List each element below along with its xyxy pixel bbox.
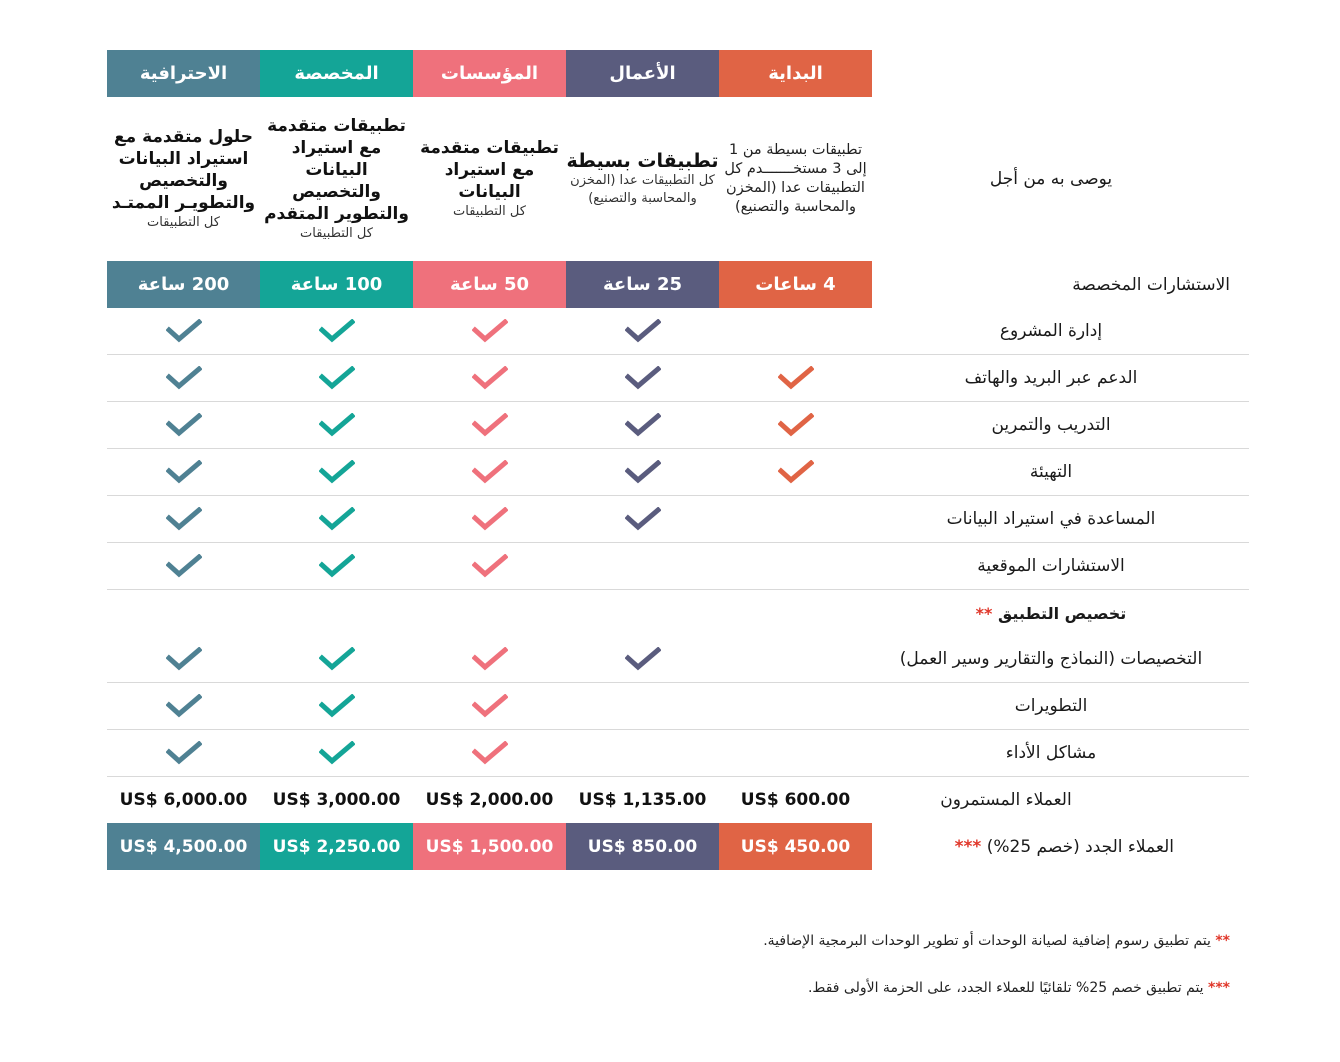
feature-label: الاستشارات الموقعية bbox=[872, 543, 1249, 590]
check-cell bbox=[413, 730, 566, 777]
returning-price-custom: US$ 3,000.00 bbox=[272, 790, 401, 810]
feature-label: المساعدة في استيراد البيانات bbox=[872, 496, 1249, 543]
check-icon bbox=[472, 554, 508, 578]
plan-header-enterprise: المؤسسات bbox=[413, 50, 566, 97]
check-icon bbox=[625, 319, 661, 343]
check-icon bbox=[625, 647, 661, 671]
feature-label: التهيئة bbox=[872, 449, 1249, 496]
check-icon bbox=[625, 366, 661, 390]
footnote-discount-text: يتم تطبيق خصم 25% تلقائيًا للعملاء الجدد، على الحزمة الأولى فقط. bbox=[807, 980, 1204, 996]
new-price-custom: US$ 2,250.00 bbox=[260, 823, 413, 870]
hours-starter: 4 ساعات bbox=[719, 261, 872, 308]
customization-section-cell bbox=[872, 590, 1249, 637]
check-cell bbox=[413, 449, 566, 496]
check-cell bbox=[260, 496, 413, 543]
feature-row bbox=[107, 449, 1249, 496]
recommended-label: يوصى به من أجل bbox=[989, 169, 1113, 189]
customization-row bbox=[107, 636, 1249, 683]
recommended-business-sub: كل التطبيقات عدا (المخزن والمحاسبة والتصنيع) bbox=[570, 173, 715, 206]
plan-header-pro: الاحترافية bbox=[107, 50, 260, 97]
recommended-pro-sub: كل التطبيقات bbox=[147, 215, 220, 230]
check-icon bbox=[472, 507, 508, 531]
check-icon bbox=[166, 694, 202, 718]
check-cell bbox=[260, 730, 413, 777]
check-cell bbox=[107, 683, 260, 730]
feature-label: التخصيصات (النماذج والتقارير وسير العمل) bbox=[872, 636, 1249, 683]
footnote-fees-text: يتم تطبيق رسوم إضافية لصيانة الوحدات أو تطوير الوحدات البرمجية الإضافية. bbox=[763, 933, 1211, 949]
recommended-pro bbox=[107, 97, 260, 261]
check-icon bbox=[472, 741, 508, 765]
check-cell bbox=[107, 636, 260, 683]
check-cell bbox=[719, 355, 872, 402]
feature-label: التدريب والتمرين bbox=[872, 402, 1249, 449]
feature-row bbox=[107, 402, 1249, 449]
check-cell bbox=[107, 449, 260, 496]
new-price-enterprise: US$ 1,500.00 bbox=[413, 823, 566, 870]
check-icon bbox=[166, 366, 202, 390]
check-icon bbox=[166, 741, 202, 765]
check-cell bbox=[413, 496, 566, 543]
recommended-row bbox=[107, 97, 1249, 261]
recommended-enterprise-sub: كل التطبيقات bbox=[453, 204, 526, 219]
check-cell bbox=[719, 730, 872, 777]
check-icon bbox=[319, 741, 355, 765]
recommended-starter-text: تطبيقات بسيطة من 1 إلى 3 مستخـــــــدم كل التطبيقات عدا (المخزن والمحاسبة والتصنيع) bbox=[724, 142, 867, 215]
recommended-pro-title: حلول متقدمة مع استيراد البيانات والتخصيص والتطويـر الممتـد bbox=[111, 127, 256, 213]
plan-header-row bbox=[107, 50, 1249, 97]
check-cell bbox=[413, 308, 566, 355]
check-icon bbox=[319, 554, 355, 578]
recommended-business bbox=[566, 97, 719, 261]
returning-price-enterprise: US$ 2,000.00 bbox=[425, 790, 554, 810]
check-icon bbox=[166, 554, 202, 578]
check-cell bbox=[566, 449, 719, 496]
check-cell bbox=[260, 308, 413, 355]
hours-custom: 100 ساعة bbox=[260, 261, 413, 308]
check-cell bbox=[107, 402, 260, 449]
plan-header-starter: البداية bbox=[719, 50, 872, 97]
check-icon bbox=[778, 413, 814, 437]
check-icon bbox=[319, 460, 355, 484]
hours-enterprise: 50 ساعة bbox=[413, 261, 566, 308]
returning-price-pro: US$ 6,000.00 bbox=[119, 790, 248, 810]
check-icon bbox=[472, 694, 508, 718]
check-cell bbox=[719, 543, 872, 590]
check-icon bbox=[319, 694, 355, 718]
check-cell bbox=[566, 402, 719, 449]
check-icon bbox=[319, 507, 355, 531]
check-cell bbox=[719, 636, 872, 683]
check-cell bbox=[107, 543, 260, 590]
check-cell bbox=[260, 402, 413, 449]
check-cell bbox=[260, 355, 413, 402]
feature-row bbox=[107, 308, 1249, 355]
plan-header-custom: المخصصة bbox=[260, 50, 413, 97]
check-icon bbox=[166, 460, 202, 484]
new-price-pro: US$ 4,500.00 bbox=[107, 823, 260, 870]
check-cell bbox=[719, 683, 872, 730]
check-icon bbox=[166, 507, 202, 531]
check-icon bbox=[166, 647, 202, 671]
footnote-fees bbox=[530, 933, 1230, 949]
check-cell bbox=[107, 355, 260, 402]
customization-section-mark: ** bbox=[975, 603, 993, 623]
check-cell bbox=[719, 402, 872, 449]
recommended-business-title: تطبيقات بسيطة bbox=[566, 150, 719, 172]
hours-pro: 200 ساعة bbox=[107, 261, 260, 308]
returning-price-starter: US$ 600.00 bbox=[740, 790, 851, 810]
returning-price-row bbox=[107, 777, 1249, 824]
check-cell bbox=[413, 402, 566, 449]
recommended-starter bbox=[719, 97, 872, 261]
returning-label: العملاء المستمرون bbox=[940, 790, 1072, 810]
feature-label: الدعم عبر البريد والهاتف bbox=[872, 355, 1249, 402]
check-cell bbox=[719, 449, 872, 496]
customization-section-label: تخصيص التطبيق bbox=[997, 603, 1127, 623]
feature-row bbox=[107, 496, 1249, 543]
check-cell bbox=[260, 636, 413, 683]
hours-row bbox=[107, 261, 1249, 308]
check-icon bbox=[472, 413, 508, 437]
recommended-custom bbox=[260, 97, 413, 261]
check-cell bbox=[260, 449, 413, 496]
check-cell bbox=[260, 683, 413, 730]
check-cell bbox=[566, 683, 719, 730]
check-cell bbox=[566, 730, 719, 777]
check-icon bbox=[319, 319, 355, 343]
check-cell bbox=[413, 636, 566, 683]
check-cell bbox=[107, 308, 260, 355]
check-cell bbox=[566, 636, 719, 683]
check-cell bbox=[566, 308, 719, 355]
check-cell bbox=[566, 355, 719, 402]
check-cell bbox=[260, 543, 413, 590]
check-icon bbox=[778, 366, 814, 390]
new-customers-cell bbox=[872, 823, 1249, 870]
recommended-enterprise-title: تطبيقات متقدمة مع استيراد البيانات bbox=[420, 138, 559, 202]
check-icon bbox=[166, 319, 202, 343]
new-customers-label: العملاء الجدد (خصم 25%) bbox=[986, 836, 1174, 857]
pricing-table bbox=[107, 50, 1249, 870]
check-cell bbox=[413, 543, 566, 590]
check-icon bbox=[625, 413, 661, 437]
hours-label: الاستشارات المخصصة bbox=[1072, 274, 1230, 295]
check-icon bbox=[472, 366, 508, 390]
feature-label: مشاكل الأداء bbox=[872, 730, 1249, 777]
check-icon bbox=[319, 647, 355, 671]
check-cell bbox=[719, 496, 872, 543]
feature-label: التطويرات bbox=[872, 683, 1249, 730]
customization-row bbox=[107, 683, 1249, 730]
check-icon bbox=[319, 413, 355, 437]
check-cell bbox=[107, 496, 260, 543]
new-price-row bbox=[107, 823, 1249, 870]
new-customers-mark: *** bbox=[954, 836, 982, 857]
new-price-starter: US$ 450.00 bbox=[719, 823, 872, 870]
check-cell bbox=[413, 355, 566, 402]
check-icon bbox=[472, 319, 508, 343]
recommended-custom-sub: كل التطبيقات bbox=[300, 226, 373, 241]
recommended-enterprise bbox=[413, 97, 566, 261]
customization-section-row bbox=[107, 590, 1249, 637]
check-icon bbox=[625, 507, 661, 531]
check-cell bbox=[566, 496, 719, 543]
footnote-discount bbox=[530, 980, 1230, 996]
check-icon bbox=[472, 460, 508, 484]
feature-label: إدارة المشروع bbox=[872, 308, 1249, 355]
customization-row bbox=[107, 730, 1249, 777]
check-cell bbox=[566, 543, 719, 590]
feature-row bbox=[107, 355, 1249, 402]
header-spacer bbox=[872, 50, 1249, 97]
check-icon bbox=[166, 413, 202, 437]
new-price-business: US$ 850.00 bbox=[566, 823, 719, 870]
check-icon bbox=[472, 647, 508, 671]
recommended-custom-title: تطبيقات متقدمة مع استيراد البيانات والتخصيص والتطوير المتقدم bbox=[264, 116, 409, 224]
check-icon bbox=[625, 460, 661, 484]
feature-row bbox=[107, 543, 1249, 590]
check-cell bbox=[413, 683, 566, 730]
footnote-fees-mark: ** bbox=[1215, 933, 1230, 949]
returning-price-business: US$ 1,135.00 bbox=[578, 790, 707, 810]
check-cell bbox=[719, 308, 872, 355]
hours-business: 25 ساعة bbox=[566, 261, 719, 308]
check-icon bbox=[778, 460, 814, 484]
check-cell bbox=[107, 730, 260, 777]
check-icon bbox=[319, 366, 355, 390]
footnote-discount-mark: *** bbox=[1208, 980, 1230, 996]
plan-header-business: الأعمال bbox=[566, 50, 719, 97]
